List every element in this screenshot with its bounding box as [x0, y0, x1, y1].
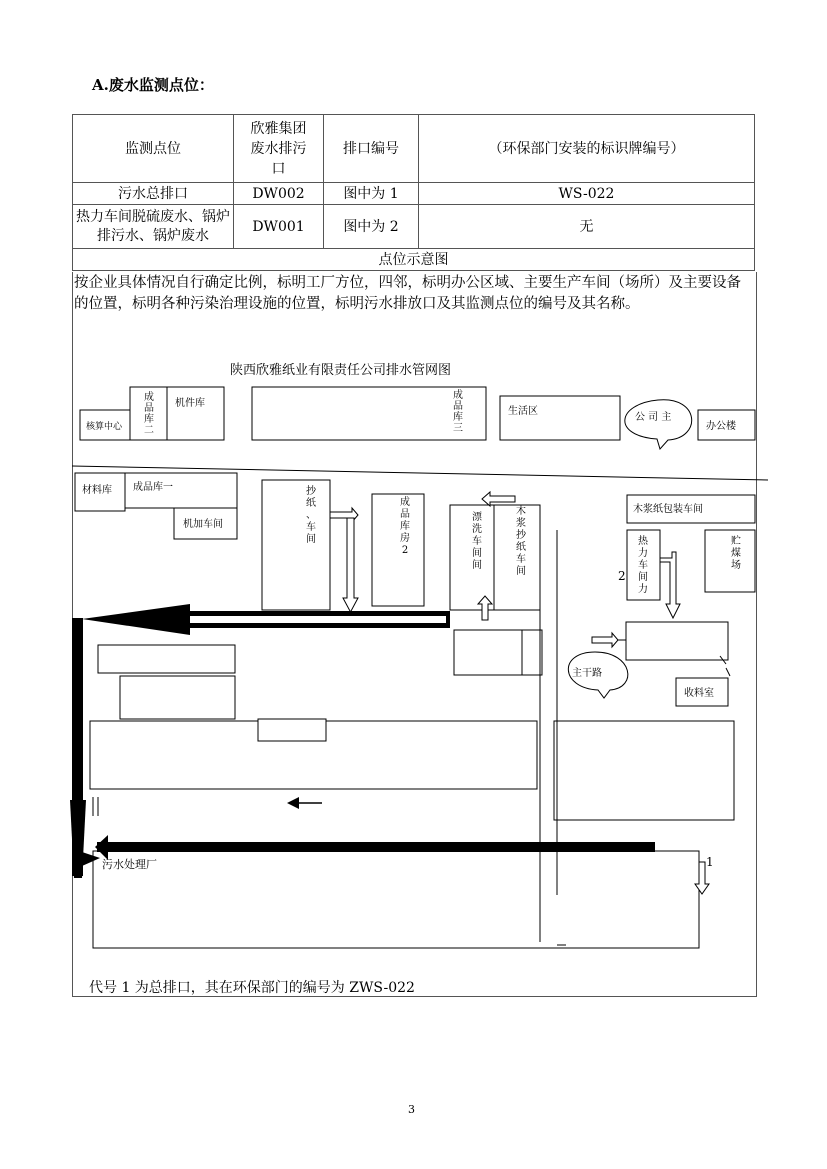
block-c [454, 630, 522, 675]
row1-no: 图中为 1 [324, 183, 419, 205]
header-point: 监测点位 [73, 115, 234, 183]
svg-text:二: 二 [144, 425, 154, 436]
finished-store-1-label: 成品库一 [133, 482, 173, 493]
accounting-center-label: 核算中心 [86, 422, 123, 432]
row2-sign: 无 [419, 205, 755, 249]
svg-text:房: 房 [400, 533, 410, 544]
svg-text:品: 品 [400, 509, 410, 520]
pump-station-building [626, 622, 728, 660]
pulp-paper-workshop-label [516, 504, 527, 577]
svg-text:纸: 纸 [306, 498, 316, 509]
svg-text:抄: 抄 [516, 530, 526, 541]
svg-text:浆: 浆 [516, 518, 526, 529]
svg-text:成: 成 [144, 392, 154, 403]
living-area-label: 生活区 [508, 406, 538, 417]
machining-workshop-label: 机加车间 [183, 519, 223, 530]
description-text: 按企业具体情况自行确定比例，标明工厂方位，四邻，标明办公区域、主要生产车间（场所）及主要设备的位置，标明各种污染治理设施的位置，标明污水排放口及其监测点位的编号及其名称。 [74, 275, 741, 312]
block-d [522, 630, 542, 675]
section-heading: A.废水监测点位： [92, 76, 214, 94]
header-outlet-line3: 口 [271, 160, 286, 177]
svg-text:间: 间 [306, 534, 316, 545]
living-area-building [500, 396, 620, 440]
svg-text:车: 车 [638, 560, 648, 571]
svg-text:漂: 漂 [472, 512, 482, 523]
rinse-arrow-up [478, 596, 492, 620]
coal-yard-building [705, 530, 755, 592]
header-sign: （环保部门安装的标识牌编号） [419, 115, 755, 183]
outlet-mark-2: 2 [618, 569, 626, 583]
material-store-label: 材料库 [82, 485, 112, 496]
svg-text:抄: 抄 [306, 486, 316, 497]
page-number: 3 [408, 1103, 415, 1116]
row1-sign: WS-022 [419, 183, 755, 205]
header-outlet-line2: 废水排污 [250, 140, 307, 157]
svg-text:纸: 纸 [516, 542, 526, 553]
outlet-mark-1: 1 [706, 855, 714, 869]
block-b [120, 676, 235, 719]
parts-store-building [167, 387, 224, 440]
footer-note: 代号 1 为总排口，其在环保部门的编号为 ZWS-022 [89, 980, 415, 996]
finished-store-2-label [144, 390, 154, 436]
row2-point-line1: 热力车间脱硫废水、锅炉 [76, 208, 230, 225]
map-title-cell: 点位示意图 [73, 249, 755, 271]
finished-room-2-building [372, 494, 424, 606]
map-title: 陕西欣雅纸业有限责任公司排水管网图 [230, 363, 452, 378]
header-outlet-line1: 欣雅集团 [250, 120, 307, 137]
company-callout [625, 400, 692, 449]
svg-text:木: 木 [516, 506, 526, 517]
svg-text:车: 车 [306, 522, 316, 533]
sewage-plant-label: 污水处理厂 [102, 858, 157, 871]
main-road-label: 主干路 [572, 668, 602, 679]
svg-text:贮: 贮 [731, 536, 741, 547]
svg-text:品: 品 [144, 403, 154, 414]
finished-store-3-building [252, 387, 486, 440]
svg-text:2: 2 [401, 545, 409, 556]
office-label: 办公楼 [706, 421, 736, 432]
svg-text:成: 成 [453, 390, 463, 401]
company-callout-label: 公 司 主 [635, 412, 672, 423]
pulp-pack-workshop-label: 木浆纸包装车间 [633, 504, 703, 515]
block-g [554, 721, 734, 820]
parts-store-label: 机件库 [175, 398, 205, 409]
pump-arrow [592, 633, 618, 647]
paper-workshop-building [262, 480, 330, 610]
row2-no: 图中为 2 [324, 205, 419, 249]
svg-text:三: 三 [453, 423, 463, 434]
row1-point: 污水总排口 [73, 183, 234, 205]
header-code: 排口编号 [324, 115, 419, 183]
svg-text:成: 成 [400, 497, 410, 508]
row2-point-line2: 排污水、锅炉废水 [97, 227, 209, 244]
rinse-arrow-left [482, 492, 515, 506]
svg-text:洗: 洗 [472, 524, 482, 535]
outflow-arrow-down [343, 518, 358, 612]
svg-text:间: 间 [472, 560, 482, 571]
svg-text:间: 间 [472, 548, 482, 559]
svg-text:车: 车 [472, 536, 482, 547]
finished-room-2-label [400, 495, 410, 556]
row2-code: DW001 [234, 205, 324, 249]
svg-text:热: 热 [638, 536, 648, 547]
svg-text:煤: 煤 [731, 548, 741, 559]
finished-store-3-label [453, 388, 463, 434]
svg-text:库: 库 [144, 414, 154, 425]
coal-yard-label [731, 535, 741, 571]
sewer-pipe-top [178, 611, 450, 616]
sewer-arrow-head [82, 604, 190, 635]
svg-text:库: 库 [453, 412, 463, 423]
block-a [98, 645, 235, 673]
svg-text:间: 间 [516, 566, 526, 577]
block-f [258, 719, 326, 741]
svg-text:场: 场 [731, 560, 741, 571]
thermal-outflow-arrow [660, 552, 680, 618]
sewer-inlet-arrow [82, 852, 100, 866]
rinse-workshop-label [472, 510, 482, 571]
svg-text:库: 库 [400, 521, 410, 532]
row1-code: DW002 [234, 183, 324, 205]
receiving-room-label: 收料室 [684, 688, 714, 699]
svg-text:品: 品 [453, 401, 463, 412]
thermal-workshop-label [638, 534, 649, 595]
paper-workshop-label [306, 484, 317, 545]
sewage-treatment-plant [93, 851, 699, 948]
svg-text:间: 间 [638, 572, 648, 583]
svg-text:力: 力 [638, 548, 648, 559]
svg-text:车: 车 [516, 554, 526, 565]
svg-text:力: 力 [638, 584, 648, 595]
svg-text:、: 、 [306, 510, 316, 521]
